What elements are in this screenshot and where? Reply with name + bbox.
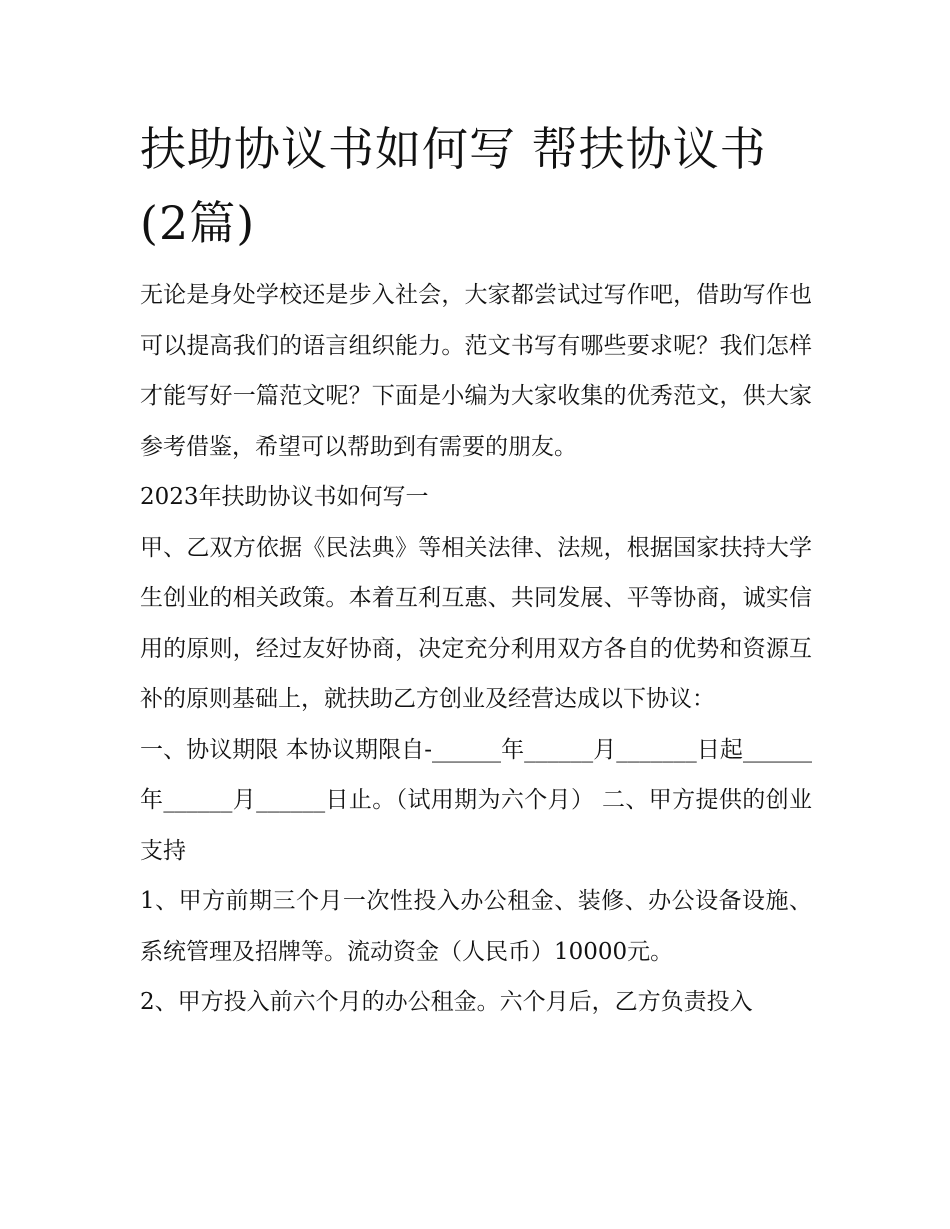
intro-paragraph: 无论是身处学校还是步入社会，大家都尝试过写作吧，借助写作也可以提高我们的语言组织能力。范文书写有哪些要求呢？我们怎样才能写好一篇范文呢？下面是小编为大家收集的优秀范文，供大家参考借鉴，希望可以帮助到有需要的朋友。 (140, 282, 812, 460)
agreement-term-clause: 一、协议期限 本协议期限自-______年______月_______日起______年______月______日止。（试用期为六个月） 二、甲方提供的创业支持 (140, 736, 812, 864)
document-page (140, 112, 812, 1028)
support-item-2: 2、甲方投入前六个月的办公租金。六个月后，乙方负责投入 (140, 989, 753, 1015)
agreement-preamble: 甲、乙双方依据《民法典》等相关法律、法规，根据国家扶持大学生创业的相关政策。本着互利互惠、共同发展、平等协商，诚实信用的原则，经过友好协商，决定充分利用双方各自的优势和资源互补的原则基础上，就扶助乙方创业及经营达成以下协议： (140, 534, 812, 712)
support-item-1: 1、甲方前期三个月一次性投入办公租金、装修、办公设备设施、系统管理及招牌等。流动资金（人民币）10000元。 (140, 888, 812, 965)
section-heading: 2023年扶助协议书如何写一 (140, 484, 429, 510)
document-title: 扶助协议书如何写 帮扶协议书(2篇) (140, 122, 767, 250)
